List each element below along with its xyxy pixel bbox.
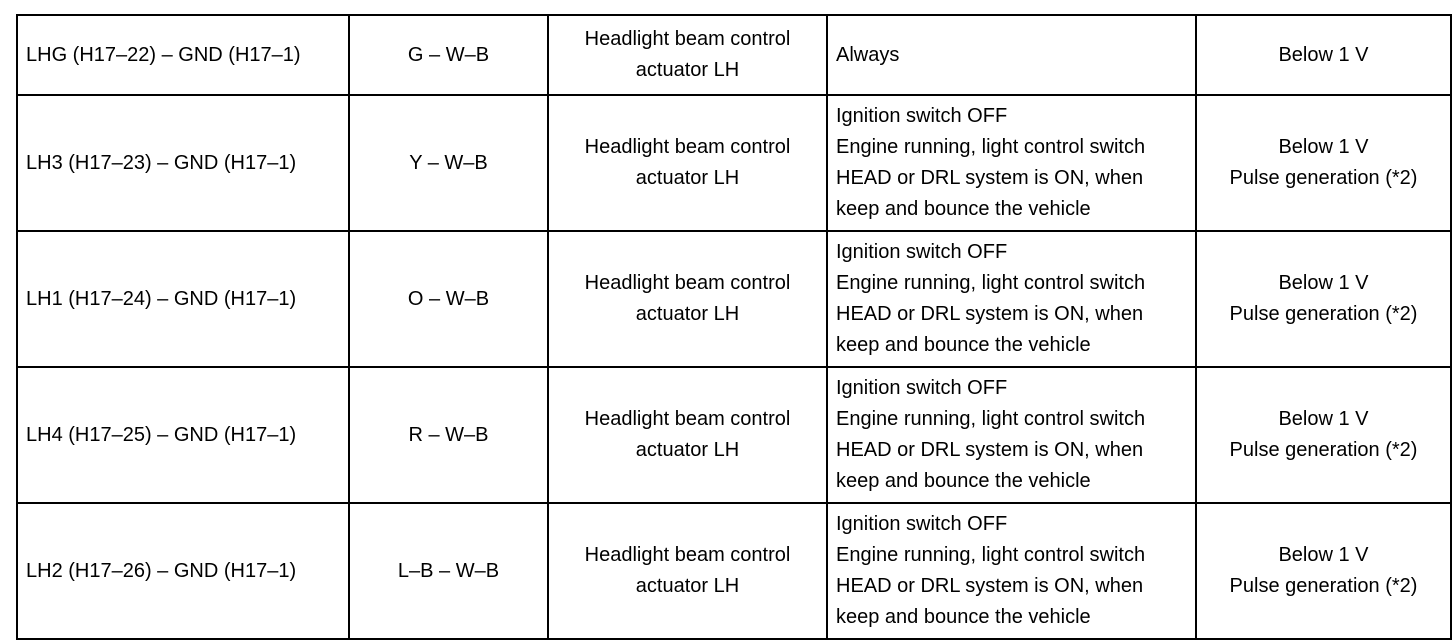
condition-cell <box>827 15 1196 95</box>
specification-cell <box>1196 367 1451 503</box>
table-row <box>17 503 1451 639</box>
condition-line: keep and bounce the vehicle <box>836 198 1091 220</box>
specification-cell <box>1196 503 1451 639</box>
table-row <box>17 367 1451 503</box>
component-cell <box>548 503 827 639</box>
terminal-inspection-table <box>16 14 1452 640</box>
condition-line: Engine running, light control switch <box>836 272 1146 294</box>
condition-line: keep and bounce the vehicle <box>836 606 1091 628</box>
condition-cell <box>827 95 1196 231</box>
component-cell <box>548 367 827 503</box>
component-line: Headlight beam control <box>584 544 791 566</box>
specification-line: Below 1 V <box>1278 43 1369 66</box>
terminal-text: LH4 (H17–25) – GND (H17–1) <box>26 423 297 446</box>
condition-line: Ignition switch OFF <box>836 513 1008 535</box>
condition-line: HEAD or DRL system is ON, when <box>836 439 1144 461</box>
wire-color-cell <box>349 367 548 503</box>
terminal-cell <box>17 95 349 231</box>
specification-line: Pulse generation (*2) <box>1229 167 1418 189</box>
condition-line: HEAD or DRL system is ON, when <box>836 575 1144 597</box>
terminal-cell <box>17 367 349 503</box>
specification-line: Pulse generation (*2) <box>1229 575 1418 597</box>
component-line: actuator LH <box>635 167 740 189</box>
terminal-text: LH2 (H17–26) – GND (H17–1) <box>26 559 297 582</box>
table-row <box>17 231 1451 367</box>
condition-line: Engine running, light control switch <box>836 136 1146 158</box>
condition-line: Ignition switch OFF <box>836 377 1008 399</box>
component-line: actuator LH <box>635 59 740 81</box>
condition-cell <box>827 231 1196 367</box>
component-line: actuator LH <box>635 575 740 597</box>
terminal-cell <box>17 15 349 95</box>
wire-color-text: O – W–B <box>407 287 490 310</box>
condition-line: keep and bounce the vehicle <box>836 470 1091 492</box>
specification-line: Pulse generation (*2) <box>1229 303 1418 325</box>
specification-line: Below 1 V <box>1278 272 1369 294</box>
specification-line: Pulse generation (*2) <box>1229 439 1418 461</box>
wire-color-cell <box>349 15 548 95</box>
specification-cell <box>1196 15 1451 95</box>
specification-line: Below 1 V <box>1278 408 1369 430</box>
terminal-cell <box>17 231 349 367</box>
wire-color-text: L–B – W–B <box>397 559 500 582</box>
specification-line: Below 1 V <box>1278 136 1369 158</box>
component-line: Headlight beam control <box>584 272 791 294</box>
specification-cell <box>1196 231 1451 367</box>
condition-line: HEAD or DRL system is ON, when <box>836 303 1144 325</box>
wire-color-text: R – W–B <box>408 423 489 446</box>
condition-cell <box>827 503 1196 639</box>
table-row <box>17 15 1451 95</box>
component-cell <box>548 231 827 367</box>
component-line: actuator LH <box>635 439 740 461</box>
condition-cell <box>827 367 1196 503</box>
specification-line: Below 1 V <box>1278 544 1369 566</box>
condition-line: Engine running, light control switch <box>836 408 1146 430</box>
wire-color-cell <box>349 95 548 231</box>
component-line: Headlight beam control <box>584 408 791 430</box>
condition-line: Ignition switch OFF <box>836 241 1008 263</box>
condition-line: Always <box>836 43 900 66</box>
component-cell <box>548 95 827 231</box>
wire-color-cell <box>349 503 548 639</box>
component-cell <box>548 15 827 95</box>
component-line: actuator LH <box>635 303 740 325</box>
condition-line: keep and bounce the vehicle <box>836 334 1091 356</box>
component-line: Headlight beam control <box>584 136 791 158</box>
terminal-text: LHG (H17–22) – GND (H17–1) <box>26 43 301 66</box>
condition-line: HEAD or DRL system is ON, when <box>836 167 1144 189</box>
terminal-text: LH3 (H17–23) – GND (H17–1) <box>26 151 297 174</box>
component-line: Headlight beam control <box>584 28 791 50</box>
condition-line: Ignition switch OFF <box>836 105 1008 127</box>
wire-color-text: Y – W–B <box>409 151 488 174</box>
condition-line: Engine running, light control switch <box>836 544 1146 566</box>
terminal-text: LH1 (H17–24) – GND (H17–1) <box>26 287 297 310</box>
wire-color-text: G – W–B <box>407 43 490 66</box>
specification-cell <box>1196 95 1451 231</box>
terminal-cell <box>17 503 349 639</box>
wire-color-cell <box>349 231 548 367</box>
table-row <box>17 95 1451 231</box>
